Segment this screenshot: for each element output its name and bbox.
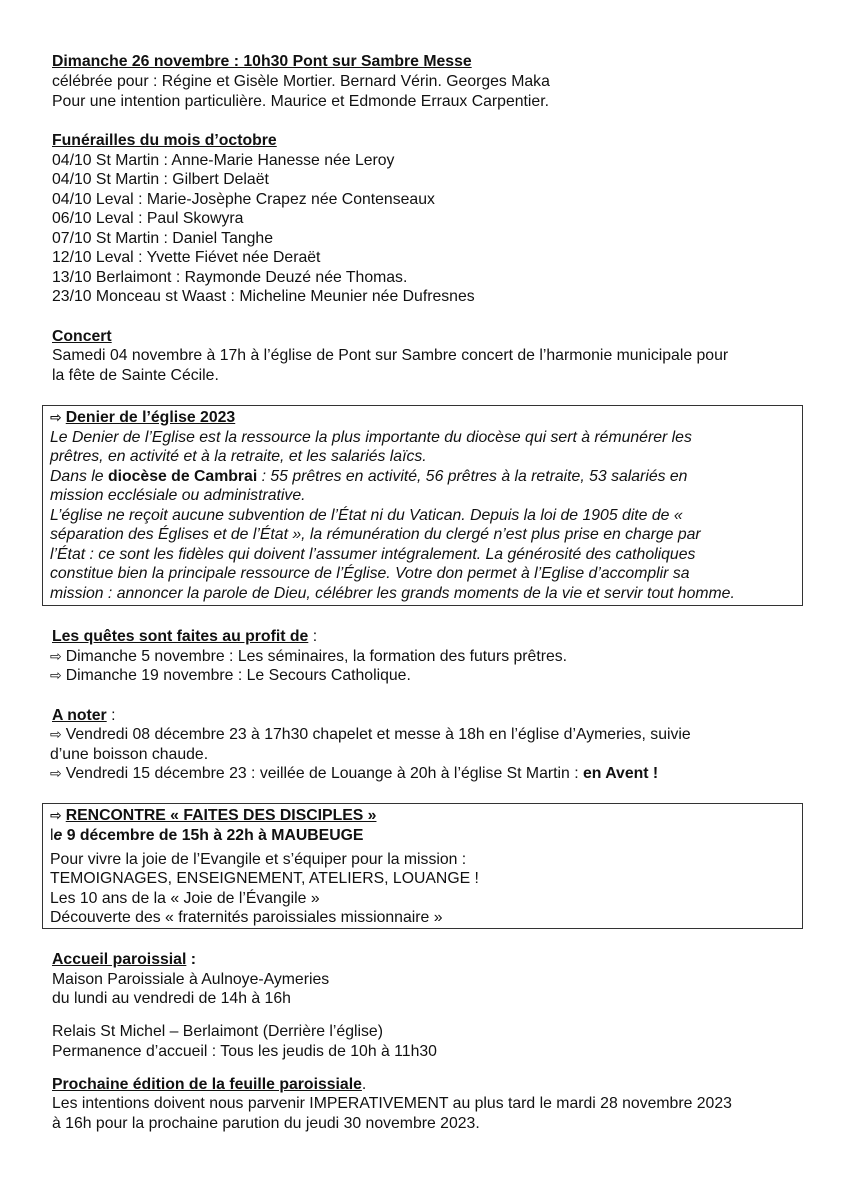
quete-item-text: Dimanche 19 novembre : Le Secours Catholique. xyxy=(65,667,411,684)
rencontre-line: TEMOIGNAGES, ENSEIGNEMENT, ATELIERS, LOUANGE ! xyxy=(50,870,479,887)
concert-line: la fête de Sainte Cécile. xyxy=(52,367,219,384)
prochaine-line: à 16h pour la prochaine parution du jeudi 30 novembre 2023. xyxy=(52,1115,480,1132)
arrow-right-icon: ⇨ xyxy=(50,410,62,426)
funeral-entry: 13/10 Berlaimont : Raymonde Deuzé née Thomas. xyxy=(52,269,408,286)
accueil-line: Maison Paroissiale à Aulnoye-Aymeries xyxy=(52,971,330,988)
funerals-heading: Funérailles du mois d’octobre xyxy=(52,132,277,149)
quete-item xyxy=(50,666,411,686)
denier-text: mission ecclésiale ou administrative. xyxy=(50,487,306,504)
rencontre-line: Découverte des « fraternités paroissiales missionnaire » xyxy=(50,909,443,926)
denier-text: prêtres, en activité et à la retraite, et les salariés laïcs. xyxy=(50,448,427,465)
mass-line: Pour une intention particulière. Maurice et Edmonde Erraux Carpentier. xyxy=(52,93,549,110)
funeral-entry: 04/10 Leval : Marie-Josèphe Crapez née Contenseaux xyxy=(52,191,435,208)
anoter-item-text: Vendredi 08 décembre 23 à 17h30 chapelet et messe à 18h en l’église d’Aymeries, suivie xyxy=(65,726,691,743)
anoter-item xyxy=(50,725,691,745)
quetes-colon: : xyxy=(308,628,318,645)
mass-line: célébrée pour : Régine et Gisèle Mortier. Bernard Vérin. Georges Maka xyxy=(52,73,550,90)
funeral-entry: 06/10 Leval : Paul Skowyra xyxy=(52,210,244,227)
anoter-heading-line xyxy=(52,706,115,726)
prochaine-line: Les intentions doivent nous parvenir IMPERATIVEMENT au plus tard le mardi 28 novembre 2023 xyxy=(52,1095,732,1112)
anoter-item-continuation: d’une boisson chaude. xyxy=(50,746,209,763)
anoter-item xyxy=(50,764,658,784)
rencontre-date-prefix: l xyxy=(50,827,54,844)
denier-text: séparation des Églises et de l’État », la rémunération du clergé n’est plus prise en charge par xyxy=(50,526,701,543)
relais-line: Permanence d’accueil : Tous les jeudis de 10h à 11h30 xyxy=(52,1043,437,1060)
rencontre-date-text: 9 décembre de 15h à 22h à MAUBEUGE xyxy=(62,827,364,844)
quete-item-text: Dimanche 5 novembre : Les séminaires, la formation des futurs prêtres. xyxy=(65,648,568,665)
funeral-entry: 12/10 Leval : Yvette Fiévet née Deraët xyxy=(52,249,321,266)
denier-heading: Denier de l’église 2023 xyxy=(65,409,236,426)
arrow-right-icon: ⇨ xyxy=(50,649,62,665)
denier-text: L’église ne reçoit aucune subvention de l’État ni du Vatican. Depuis la loi de 1905 dite de « xyxy=(50,507,683,524)
accueil-heading: Accueil paroissial xyxy=(52,951,187,968)
funeral-entry: 23/10 Monceau st Waast : Micheline Meunier née Dufresnes xyxy=(52,288,475,305)
quetes-heading-line xyxy=(52,627,317,647)
arrow-right-icon: ⇨ xyxy=(50,668,62,684)
quetes-heading: Les quêtes sont faites au profit de xyxy=(52,628,309,645)
denier-text-part: : 55 prêtres en activité, 56 prêtres à la retraite, 53 salariés en xyxy=(257,468,688,485)
diocese-name: diocèse de Cambrai xyxy=(107,468,258,485)
prochaine-dot: . xyxy=(361,1076,367,1093)
accueil-colon: : xyxy=(186,951,196,968)
mass-heading: Dimanche 26 novembre : 10h30 Pont sur Sambre Messe xyxy=(52,53,472,70)
anoter-item-emphasis: en Avent ! xyxy=(582,765,659,782)
relais-line: Relais St Michel – Berlaimont (Derrière l’église) xyxy=(52,1023,383,1040)
rencontre-line: Pour vivre la joie de l’Evangile et s’équiper pour la mission : xyxy=(50,851,467,868)
denier-text-part: Dans le xyxy=(50,468,108,485)
rencontre-line: Les 10 ans de la « Joie de l’Évangile » xyxy=(50,890,320,907)
anoter-heading: A noter xyxy=(52,707,107,724)
arrow-right-icon: ⇨ xyxy=(50,766,62,782)
funeral-entry: 04/10 St Martin : Gilbert Delaët xyxy=(52,171,269,188)
accueil-line: du lundi au vendredi de 14h à 16h xyxy=(52,990,291,1007)
anoter-colon: : xyxy=(106,707,116,724)
rencontre-heading-line xyxy=(50,806,376,826)
funeral-entry: 04/10 St Martin : Anne-Marie Hanesse née Leroy xyxy=(52,152,395,169)
denier-text xyxy=(50,467,687,487)
denier-heading-line xyxy=(50,408,235,428)
denier-text: l’État : ce sont les fidèles qui doivent l’assumer intégralement. La générosité des catholiques xyxy=(50,546,696,563)
funeral-entry: 07/10 St Martin : Daniel Tanghe xyxy=(52,230,274,247)
rencontre-date xyxy=(50,826,363,846)
concert-line: Samedi 04 novembre à 17h à l’église de Pont sur Sambre concert de l’harmonie municipale pour xyxy=(52,347,729,364)
rencontre-date-e: e xyxy=(53,827,63,844)
denier-text: Le Denier de l’Eglise est la ressource la plus importante du diocèse qui sert à rémunérer les xyxy=(50,429,692,446)
accueil-heading-line xyxy=(52,950,196,970)
concert-heading: Concert xyxy=(52,328,112,345)
anoter-item-text: Vendredi 15 décembre 23 : veillée de Louange à 20h à l’église St Martin : xyxy=(65,765,583,782)
denier-text: mission : annoncer la parole de Dieu, célébrer les grands moments de la vie et servir tout homme. xyxy=(50,585,735,602)
denier-text: constitue bien la principale ressource de l’Église. Votre don permet à l’Eglise d’accomplir sa xyxy=(50,565,690,582)
prochaine-heading-line xyxy=(52,1075,366,1095)
rencontre-heading: RENCONTRE « FAITES DES DISCIPLES » xyxy=(65,807,377,824)
arrow-right-icon: ⇨ xyxy=(50,808,62,824)
arrow-right-icon: ⇨ xyxy=(50,727,62,743)
prochaine-heading: Prochaine édition de la feuille paroissiale xyxy=(52,1076,362,1093)
quete-item xyxy=(50,647,567,667)
